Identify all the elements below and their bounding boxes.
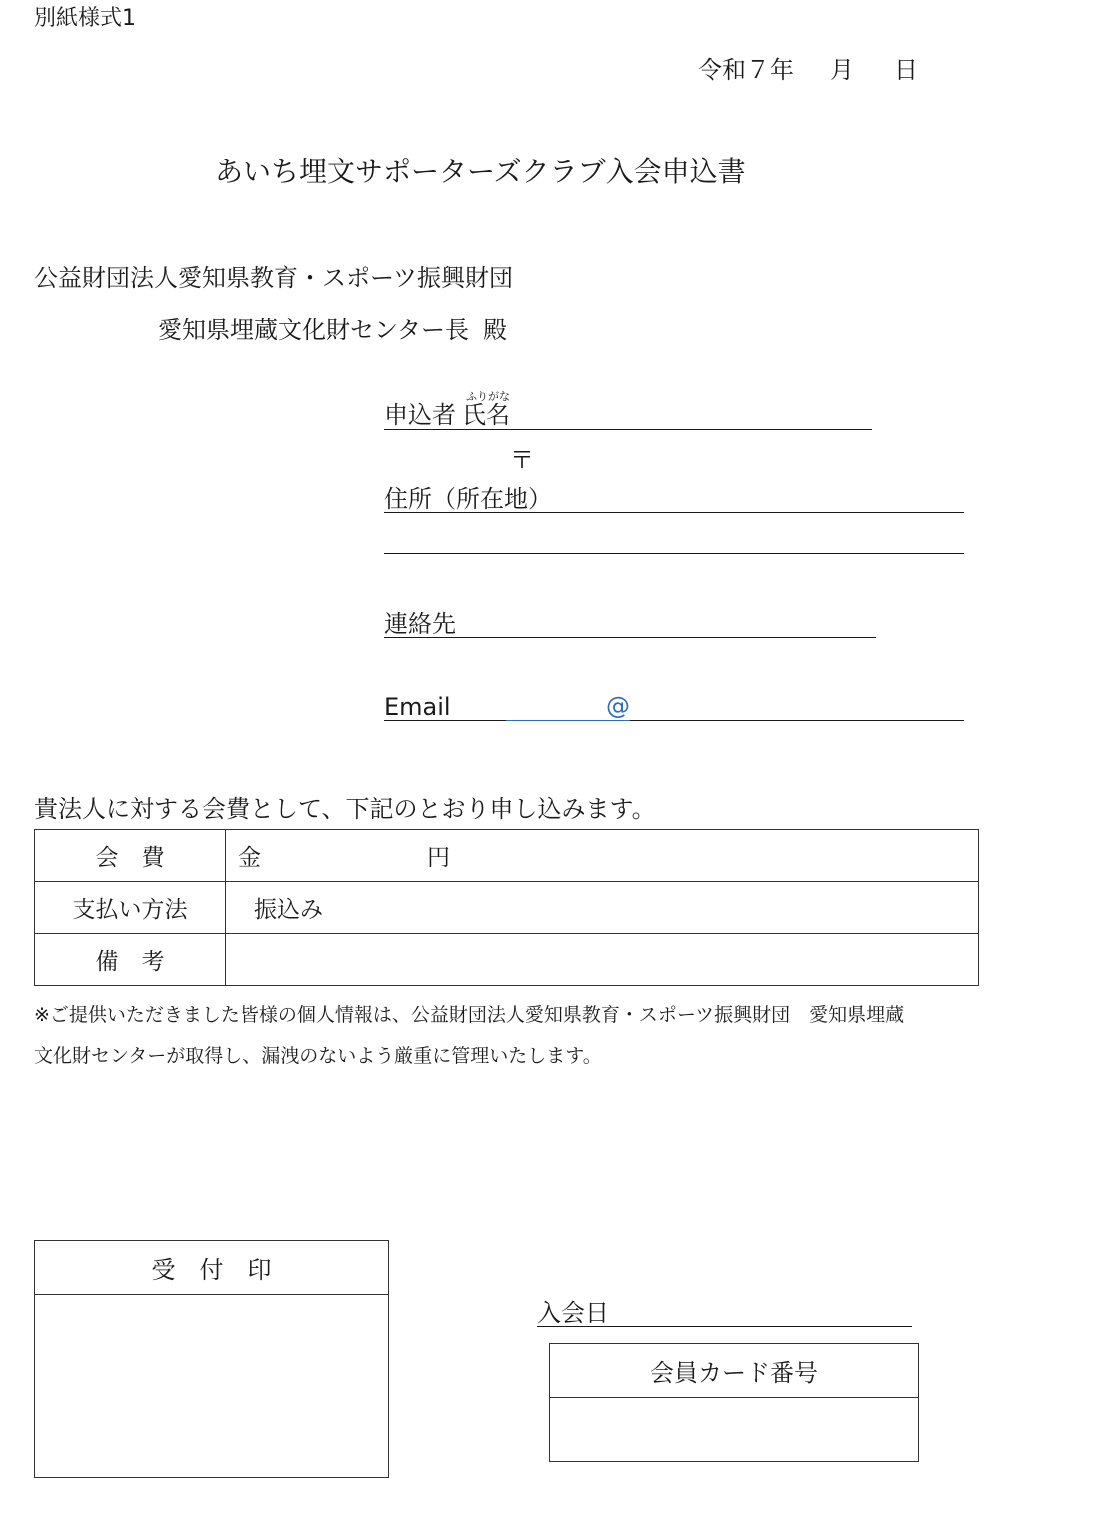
fee-table: [34, 829, 979, 986]
addressee-recipient: [158, 318, 507, 342]
honorific: 殿: [483, 316, 508, 344]
table-row: [35, 830, 979, 882]
addressee-organization: 公益財団法人愛知県教育・スポーツ振興財団: [34, 264, 514, 292]
address-field-line-1[interactable]: [384, 512, 964, 513]
payment-method-label: 支払い方法: [35, 882, 226, 934]
furigana-label: ふりがな: [466, 390, 510, 403]
member-card-label: 会員カード番号: [550, 1344, 918, 1398]
remarks-label: 備 考: [35, 934, 226, 986]
reception-stamp-label: 受 付 印: [35, 1241, 388, 1295]
fee-suffix: 円: [427, 845, 450, 871]
date-month: 月: [830, 56, 854, 84]
fee-label: 会 費: [35, 830, 226, 882]
applicant-label: 申込者: [384, 401, 456, 429]
postal-mark: 〒: [510, 446, 534, 474]
date-line: [698, 58, 918, 82]
table-row: [35, 934, 979, 986]
address-label: 住所（所在地）: [384, 485, 552, 513]
remarks-value[interactable]: [226, 934, 979, 986]
join-date-label: 入会日: [537, 1299, 609, 1327]
table-row: [35, 882, 979, 934]
applicant-name-label: [384, 403, 510, 427]
contact-label: 連絡先: [384, 610, 456, 638]
email-field-line-b[interactable]: [630, 720, 964, 721]
email-field-line-a[interactable]: [384, 720, 506, 721]
name-label: 氏名: [462, 401, 510, 429]
name-field-line[interactable]: [384, 429, 872, 430]
fee-prefix: 金: [238, 845, 261, 871]
privacy-notice-line-1: ※ご提供いただきました皆様の個人情報は、公益財団法人愛知県教育・スポーツ振興財団 愛知県埋蔵: [34, 1004, 905, 1026]
date-era: 令和７年: [698, 56, 794, 84]
reception-stamp-box: [34, 1240, 389, 1478]
email-field-line-accent[interactable]: [506, 720, 630, 721]
address-field-line-2[interactable]: [384, 553, 964, 554]
payment-method-value: 振込み: [226, 882, 979, 934]
recipient-title: 愛知県埋蔵文化財センター長: [158, 316, 470, 344]
member-card-box: [549, 1343, 919, 1462]
privacy-notice-line-2: 文化財センターが取得し、漏洩のないよう厳重に管理いたします。: [34, 1045, 602, 1067]
form-id: 別紙様式1: [34, 6, 136, 31]
contact-field-line[interactable]: [384, 637, 876, 638]
email-at-sign: @: [606, 692, 630, 720]
date-day: 日: [894, 56, 918, 84]
join-date-field-line[interactable]: [537, 1326, 912, 1327]
page-title: あいち埋文サポーターズクラブ入会申込書: [215, 155, 746, 188]
fee-value-cell[interactable]: [226, 830, 979, 882]
email-label: Email: [384, 693, 451, 721]
statement: 貴法人に対する会費として、下記のとおり申し込みます。: [34, 795, 656, 823]
